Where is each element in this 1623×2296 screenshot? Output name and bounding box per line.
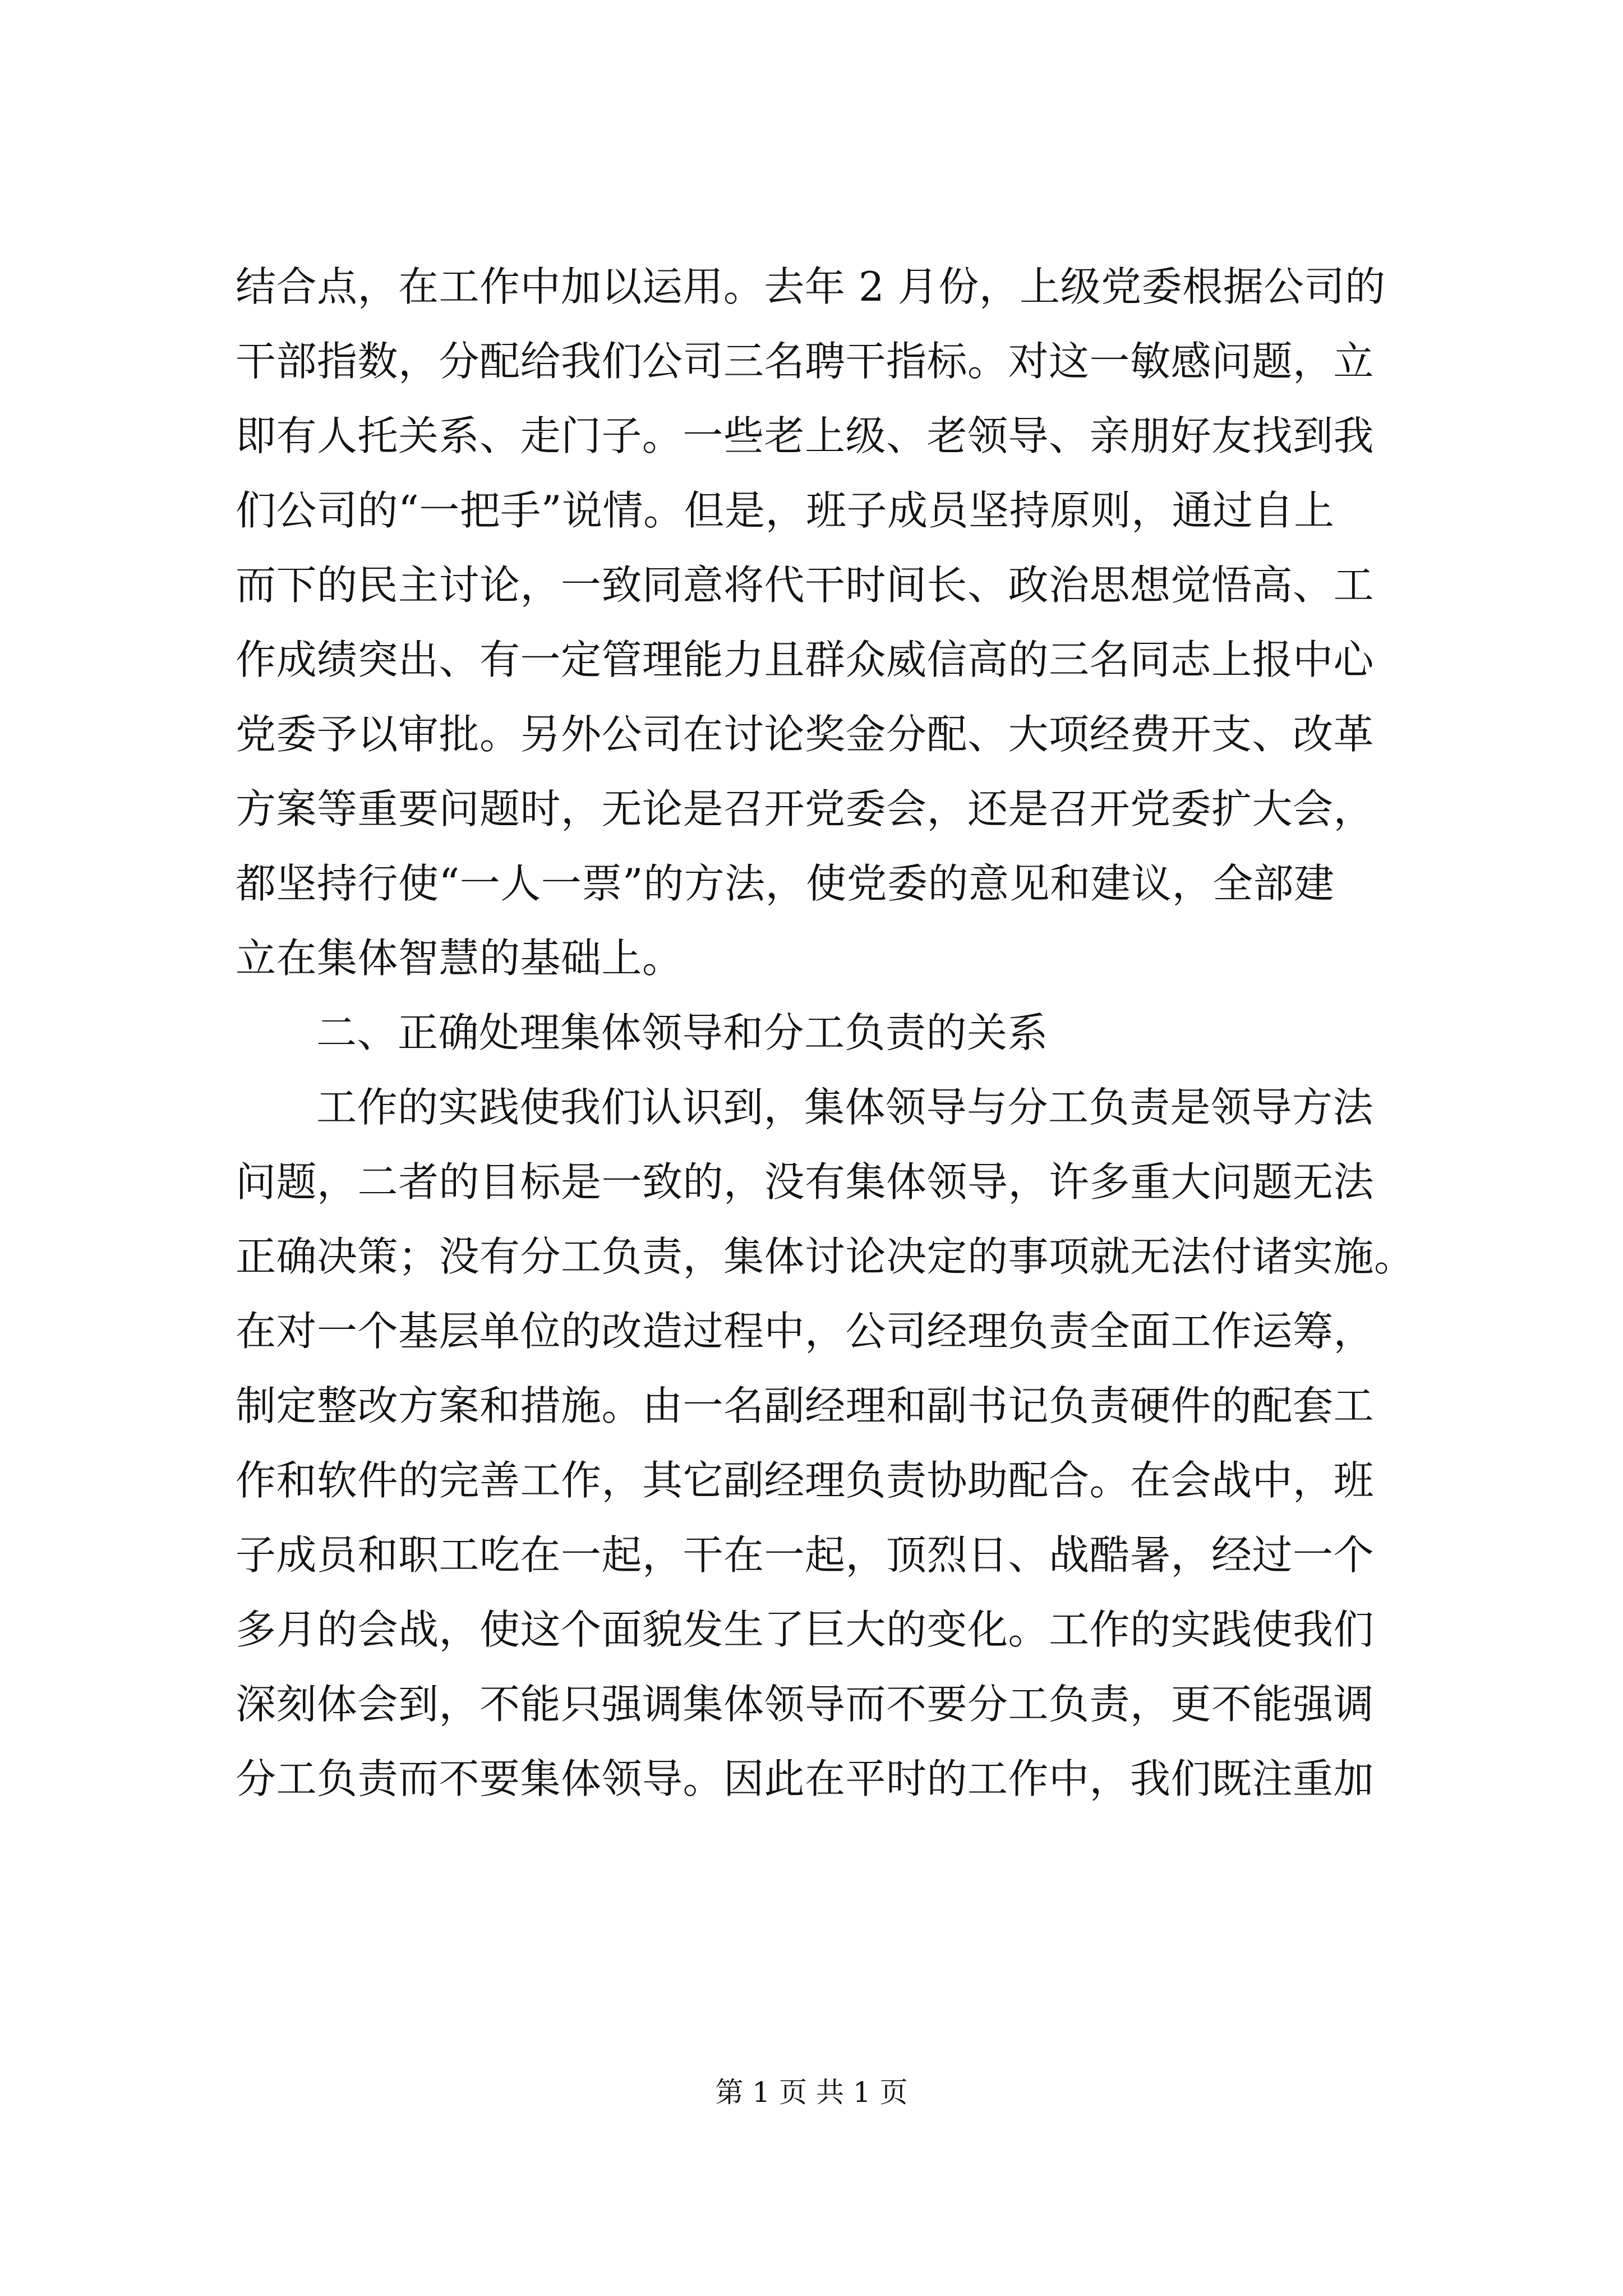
text-line: 作成绩突出、有一定管理能力且群众威信高的三名同志上报中心	[236, 636, 1375, 683]
text-line: 而下的民主讨论，一致同意将代干时间长、政治思想觉悟高、工	[236, 562, 1375, 609]
text-line: 问题，二者的目标是一致的，没有集体领导，许多重大问题无法	[236, 1158, 1375, 1205]
text-line: 都坚持行使“一人一票”的方法，使党委的意见和建议，全部建	[236, 860, 1335, 907]
text-line: 党委予以审批。另外公司在讨论奖金分配、大项经费开支、改革	[236, 711, 1375, 758]
text-line: 干部指数，分配给我们公司三名聘干指标。对这一敏感问题，立	[236, 338, 1375, 385]
text-line: 即有人托关系、走门子。一些老上级、老领导、亲朋好友找到我	[236, 412, 1375, 459]
text-line: 结合点，在工作中加以运用。去年 2 月份，上级党委根据公司的	[236, 263, 1386, 310]
paragraph-start-line: 工作的实践使我们认识到，集体领导与分工负责是领导方法	[316, 1084, 1374, 1131]
body-text	[236, 250, 1415, 1816]
page-number-footer: 第 1 页 共 1 页	[715, 2076, 908, 2109]
text-line: 立在集体智慧的基础上。	[236, 935, 683, 982]
section-heading: 二、正确处理集体领导和分工负责的关系	[316, 1009, 1049, 1056]
text-line: 制定整改方案和措施。由一名副经理和副书记负责硬件的配套工	[236, 1382, 1375, 1429]
text-line: 子成员和职工吃在一起，干在一起，顶烈日、战酷暑，经过一个	[236, 1531, 1375, 1579]
text-line: 分工负责而不要集体领导。因此在平时的工作中，我们既注重加	[236, 1755, 1375, 1802]
text-line: 多月的会战，使这个面貌发生了巨大的变化。工作的实践使我们	[236, 1606, 1375, 1653]
text-line: 作和软件的完善工作，其它副经理负责协助配合。在会战中，班	[236, 1457, 1375, 1504]
text-line: 深刻体会到，不能只强调集体领导而不要分工负责，更不能强调	[236, 1681, 1375, 1728]
text-line: 正确决策；没有分工负责，集体讨论决定的事项就无法付诸实施。	[236, 1233, 1415, 1280]
text-line: 们公司的“一把手”说情。但是，班子成员坚持原则，通过自上	[236, 487, 1335, 534]
text-line: 在对一个基层单位的改造过程中，公司经理负责全面工作运筹，	[236, 1308, 1375, 1355]
text-line: 方案等重要问题时，无论是召开党委会，还是召开党委扩大会，	[236, 785, 1375, 832]
